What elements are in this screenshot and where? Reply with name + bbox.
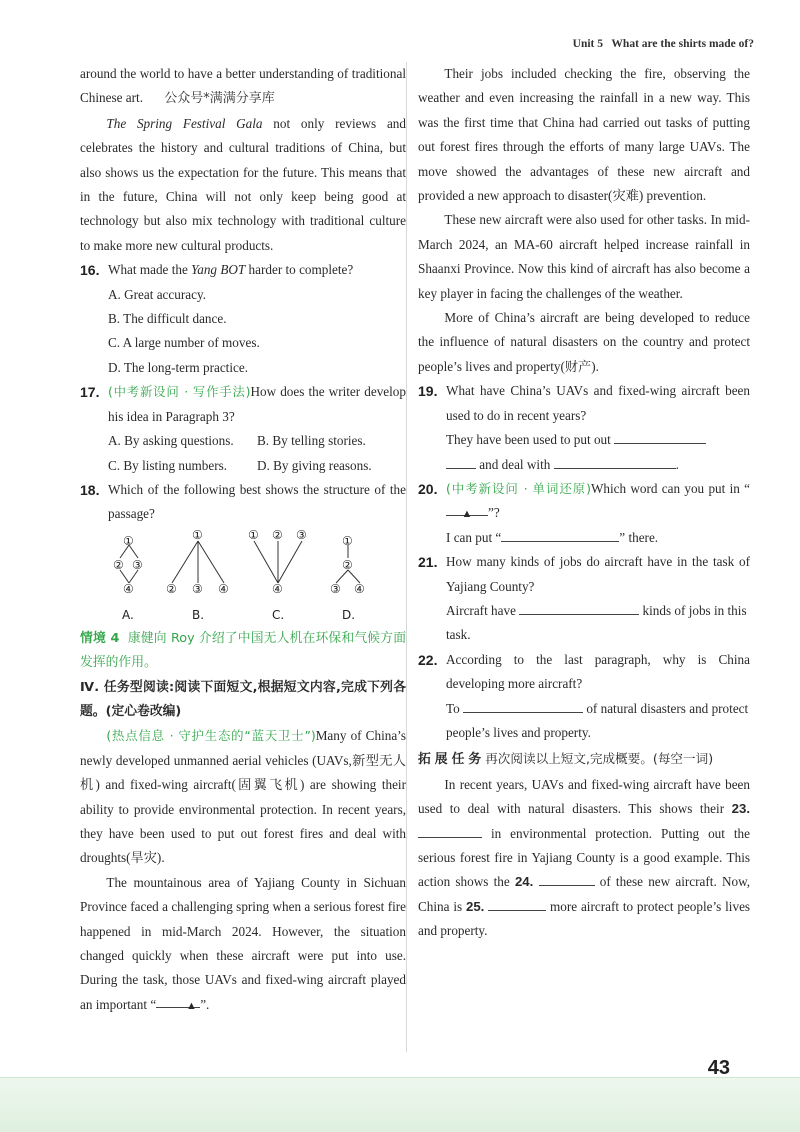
node-3: ③ [132,557,143,572]
answer-blank-22[interactable] [463,698,583,713]
answer-line-20: I can put “ ” there. [446,526,750,550]
answer-blank-19a[interactable] [614,429,706,444]
left-column [80,62,406,1017]
passage-paragraph-2: The mountainous area of Yajiang County in Sichuan Province faced a challenging spring when a serious forest fire happened in mid-March 2024. However, the situation changed quickly when these aircraft were put into use. During the task, those UAVs and fixed-wing aircraft played an important “ ▲ ”. [80,874,406,1012]
passage-paragraph-5: More of China’s aircraft are being developed to reduce the influence of natural disasters on the country and protect people’s lives and property(财产). [418,310,750,374]
blank-number-25: 25. [465,898,485,914]
extension-label: 拓展任务 [418,752,486,768]
option-16a[interactable]: A. Great accuracy. [108,286,206,302]
node-1: ① [342,533,353,548]
triangle-blank [446,501,488,521]
footer-band [0,1078,800,1132]
diagram-label-d: D. [342,607,356,622]
unit-title: What are the shirts made of? [611,38,754,50]
running-header [573,38,754,50]
hot-topic-tag: (热点信息 · 守护生态的“蓝天卫士”) [106,728,316,744]
answer-blank-23[interactable] [418,823,482,838]
node-1: ① [192,527,203,542]
answer-blank-20[interactable] [156,993,200,1012]
question-19: 19. What have China’s UAVs and fixed-wing aircraft been used to do in recent years? [418,383,750,423]
blank-number-23: 23. [731,801,751,817]
node-2: ② [272,527,283,542]
question-20: 20. (中考新设问 · 单词还原)Which word can you put in “▲ ”? [418,480,750,521]
diagram-a[interactable] [113,534,143,622]
paragraph-gala: The Spring Festival Gala not only reviews and celebrates the history and cultural traditions of China, but also shows us the expectation for the future. This means that in the future, China will not only keep being good at technology but also mix technology with traditional culture to make more new cultural products. [80,115,406,253]
answer-blank-19a-cont[interactable] [446,454,476,469]
option-17a[interactable]: A. By asking questions. [108,433,234,449]
column-divider [406,62,407,1052]
page-number: 43 [707,1057,730,1079]
node-4: ④ [354,581,365,596]
node-4: ④ [218,581,229,596]
option-17d[interactable]: D. By giving reasons. [257,457,372,473]
unit-label: Unit 5 [572,38,603,50]
option-16b[interactable]: B. The difficult dance. [108,311,227,327]
node-3: ③ [330,581,341,596]
answer-line-21: Aircraft have kinds of jobs in this task. [446,599,750,648]
option-16d[interactable]: D. The long-term practice. [108,359,249,375]
question-16: 16. What made the Yang BOT harder to complete? [80,262,354,279]
node-2: ② [113,557,124,572]
passage-paragraph-4: These new aircraft were also used for other tasks. In mid-March 2024, an MA-60 aircraft helped increase rainfall in Shaanxi Province. Now this kind of aircraft has also become a key player in facing the challenges of the weather. [418,212,750,301]
answer-blank-21[interactable] [519,600,639,615]
section-heading: Ⅳ. 任务型阅读:阅读下面短文,根据短文内容,完成下列各题。(定心卷改编) [80,679,406,719]
structure-diagrams [100,527,406,627]
question-22: 22. According to the last paragraph, why is China developing more aircraft? [418,651,750,692]
right-column [418,62,750,944]
question-18: 18. Which of the following best shows the structure of the passage? [80,481,406,522]
node-2: ② [166,581,177,596]
blank-number-24: 24. [514,874,534,890]
scenario-note: 情境 4 康健向 Roy 介绍了中国无人机在环保和气候方面发挥的作用。 [80,630,406,671]
diagram-label-c: C. [272,607,285,622]
question-tag: (中考新设问 · 单词还原) [446,480,591,496]
passage-paragraph-1: (热点信息 · 守护生态的“蓝天卫士”)Many of China’s newly developed unmanned aerial vehicles (UAVs,新型无人机) and fixed-wing aircraft(固翼飞机) are showing their ability to provide environmental protection. In recent years, they have been used to put out forest fires and deal with droughts(旱灾). [80,728,406,866]
diagram-b[interactable] [166,528,229,622]
node-4: ④ [272,581,283,596]
option-16c[interactable]: C. A large number of moves. [108,335,260,351]
passage-paragraph-3: Their jobs included checking the fire, observing the weather and even increasing the rainfall in a new way. This was the first time that China had carried out tasks of putting out forest fires through the efforts of many large UAVs. The move showed the advantages of these new aircraft and provided a new approach to disaster(灾难) prevention. [418,66,750,204]
node-1: ① [248,527,259,542]
node-1: ① [123,533,134,548]
answer-blank-19b[interactable] [554,454,676,469]
scenario-label: 情境 4 [80,630,120,646]
extension-task: 拓展任务再次阅读以上短文,完成概要。(每空一词) [418,751,714,768]
question-tag: (中考新设问 · 写作手法) [108,384,251,400]
diagram-c[interactable] [248,528,307,622]
gala-title: The Spring Festival Gala [106,115,263,131]
triangle-icon: ▲ [461,508,473,521]
node-2: ② [342,557,353,572]
node-4: ④ [123,581,134,596]
node-3: ③ [296,527,307,542]
watermark-text: 公众号*满满分享库 [164,91,275,107]
paragraph-continued: around the world to have a better understanding of traditional Chinese art. 公众号*满满分享库 [80,66,406,107]
answer-blank-20-word[interactable] [501,527,619,542]
summary-paragraph: In recent years, UAVs and fixed-wing aircraft have been used to deal with natural disasters. This shows their 23. in environmental protection. Putting out the serious forest fire in Yajiang County is a good example. This action shows the 24. of these new aircraft. Now, China is 25. more aircraft to protect people’s lives and property. [418,776,751,939]
structure-diagram-svg [100,527,400,627]
answer-line-19: They have been used to put out [446,428,750,452]
answer-line-19b: and deal with . [446,453,750,477]
triangle-icon: ▲ [185,999,197,1012]
question-17: 17. (中考新设问 · 写作手法)How does the writer develop his idea in Paragraph 3? [80,384,406,424]
diagram-label-b: B. [192,607,205,622]
answer-blank-24[interactable] [539,871,595,886]
answer-line-22: To of natural disasters and protect people’s lives and property. [446,697,750,746]
option-17b[interactable]: B. By telling stories. [257,433,366,449]
answer-blank-25[interactable] [488,896,546,911]
option-17c[interactable]: C. By listing numbers. [108,457,228,473]
node-3: ③ [192,581,203,596]
question-21: 21. How many kinds of jobs do aircraft have in the task of Yajiang County? [418,554,750,594]
diagram-d[interactable] [330,534,365,622]
diagram-label-a: A. [122,607,134,622]
